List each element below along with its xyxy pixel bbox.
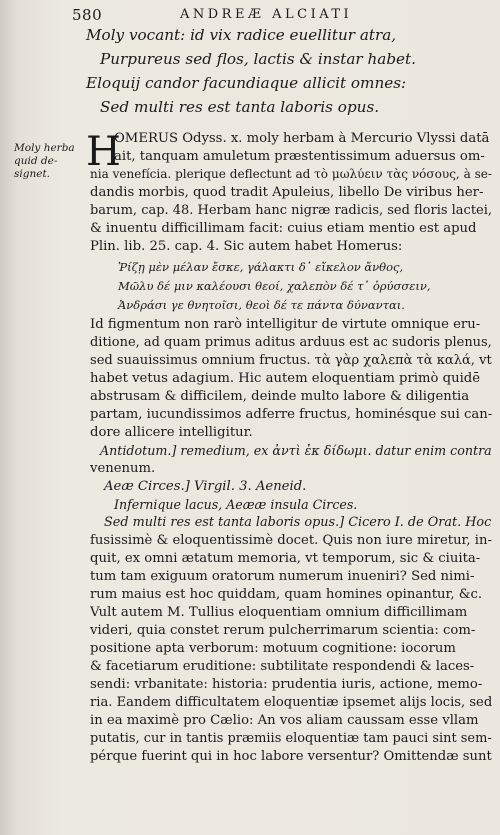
margin-note-line: quid de- — [14, 155, 58, 167]
commentary-line: habet vetus adagium. Hic autem eloquentiam primò quidē — [90, 371, 481, 386]
commentary-line: dandis morbis, quod tradit Apuleius, libello De viribus her- — [90, 185, 484, 200]
greek-verse-line: Μῶλυ δέ μιν καλέουσι θεοί, χαλεπὸν δέ τ᾽ ὀρύσσειν, — [118, 279, 431, 293]
commentary-line: fusissimè & eloquentissimè docet. Quis non iure miretur, in- — [90, 533, 492, 548]
commentary-line: ditione, ad quam primus aditus arduus est ac sudoris plenus, — [90, 335, 492, 350]
commentary-lemma-line: Antidotum.] remedium, ex ἀντὶ ἐκ δίδωμι. datur enim contra — [100, 443, 492, 458]
margin-note-line: signet. — [14, 168, 51, 180]
commentary-line: Vult autem M. Tullius eloquentiam omnium difficillimam — [90, 605, 468, 620]
verse-line-3: Eloquij candor facundiaque allicit omnes: — [86, 74, 407, 92]
commentary-line: in ea maximè pro Cælio: An vos aliam caussam esse vllam — [90, 713, 479, 728]
commentary-line: dore allicere intelligitur. — [90, 425, 253, 440]
running-title: ANDREÆ ALCIATI — [180, 7, 353, 22]
commentary-line: OMERUS Odyss. x. moly herbam à Mercurio Vlyssi datā — [114, 131, 490, 146]
commentary-line: rum maius est hoc quiddam, quam homines opinantur, &c. — [90, 587, 483, 602]
commentary-line: abstrusam & difficilem, deinde multo labore & diligentia — [90, 389, 470, 404]
commentary-lemma-line: Aeæ Circes.] Virgil. 3. Aeneid. — [104, 479, 307, 494]
greek-verse-line: Ῥίζῃ μὲν μέλαν ἔσκε, γάλακτι δ᾽ εἴκελον ἄνθος, — [118, 260, 404, 274]
page-header — [72, 6, 492, 26]
commentary-line: ait, tanquam amuletum præstentissimum aduersus om- — [114, 149, 485, 164]
commentary-line: Plin. lib. 25. cap. 4. Sic autem habet Homerus: — [90, 239, 403, 254]
commentary-line: barum, cap. 48. Herbam hanc nigræ radicis, sed floris lactei, — [90, 203, 493, 218]
commentary-lemma-line: Sed multi res est tanta laboris opus.] Cicero I. de Orat. Hoc — [104, 515, 492, 530]
margin-note — [14, 142, 75, 181]
commentary-line: & inuentu difficillimam facit: cuius etiam mentio est apud — [90, 221, 477, 236]
commentary-line: sendi: vrbanitate: historia: prudentia iuris, actione, memo- — [90, 677, 483, 692]
verse-line-4: Sed multi res est tanta laboris opus. — [100, 98, 380, 116]
commentary-line: ria. Eandem difficultatem eloquentiæ ipsemet alijs locis, sed — [90, 695, 493, 710]
commentary-line: venenum. — [90, 461, 156, 476]
commentary-line: partam, iucundissimos adferre fructus, hominésque sui can- — [90, 407, 493, 422]
verse-line-2: Purpureus sed flos, lactis & instar habet. — [100, 50, 416, 68]
commentary-line: videri, quia constet rerum pulcherrimarum scientia: com- — [90, 623, 476, 638]
commentary-line: nia venefícia. plerique deflectunt ad τὸ μωλύειν τὰς νόσους, à se- — [90, 167, 492, 181]
drop-cap: H — [86, 129, 121, 175]
commentary-line: sed suauissimus omnium fructus. τὰ γὰρ χαλεπὰ τὰ καλά, vt — [90, 353, 492, 368]
commentary-line: pérque fuerint qui in hoc labore versentur? Omittendæ sunt — [90, 749, 492, 764]
page-number: 580 — [72, 6, 103, 24]
commentary-line: Id figmentum non rarò intelligitur de virtute omnique eru- — [90, 317, 481, 332]
commentary-line: quit, ex omni ætatum memoria, vt temporum, sic & ciuita- — [90, 551, 481, 566]
greek-verse-line: Ἀνδράσι γε θνητοῖσι, θεοὶ δέ τε πάντα δύνανται. — [118, 298, 405, 312]
commentary-line: tum tam exiguum oratorum numerum inueniri? Sed nimi- — [90, 569, 475, 584]
verse-line-1: Moly vocant: id vix radice euellitur atra, — [86, 26, 397, 44]
commentary-line: positione apta verborum: motuum cognitione: iocorum — [90, 641, 456, 656]
commentary-line: & facetiarum eruditione: subtilitate respondendi & laces- — [90, 659, 475, 674]
commentary-quote-line: Infernique lacus, Aeææ insula Circes. — [114, 497, 358, 512]
margin-note-line: Moly herba — [14, 142, 75, 154]
commentary-line: putatis, cur in tantis præmiis eloquentiæ tam pauci sint sem- — [90, 731, 492, 746]
